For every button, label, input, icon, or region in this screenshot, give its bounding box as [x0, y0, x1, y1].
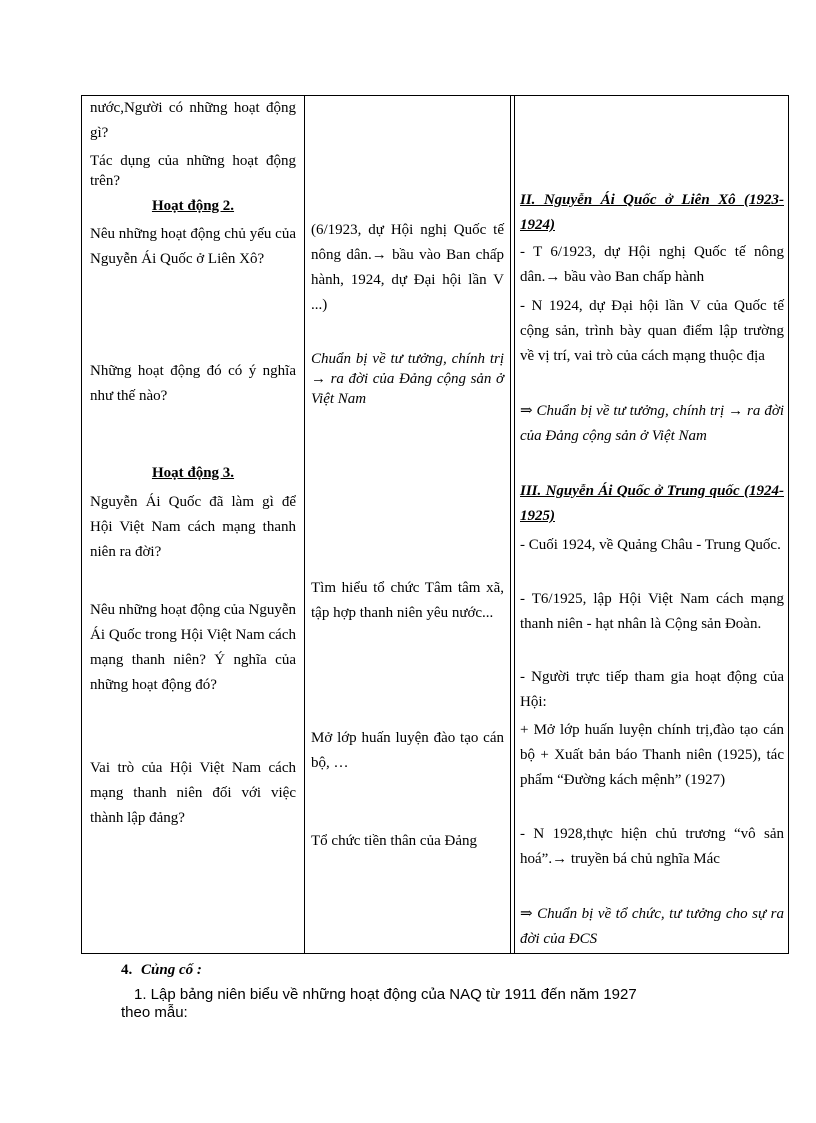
section-heading: II. Nguyễn Ái Quốc ở Liên Xô (1923-1924) — [520, 192, 784, 233]
question-text: Nêu những hoạt động của Nguyễn Ái Quốc trong Hội Việt Nam cách mạng thanh niên? Ý nghĩa của những hoạt động đó? — [90, 602, 297, 693]
activity-heading: Hoạt động 2. — [151, 198, 235, 214]
content-text: - T 6/1923, dự Hội nghị Quốc tế nông dân.→ bầu vào Ban chấp hành — [520, 244, 784, 285]
question-text: Nguyễn Ái Quốc đã làm gì để Hội Việt Nam cách mạng thanh niên ra đời? — [90, 494, 296, 560]
question-text: Tác dụng của những hoạt động trên? — [90, 153, 296, 189]
section-title: Củng cố : — [141, 962, 202, 978]
lesson-table — [81, 95, 789, 954]
content-text: - Cuối 1924, về Quảng Châu - Trung Quốc. — [520, 537, 781, 553]
answer-text: Tổ chức tiền thân của Đảng — [311, 833, 477, 849]
column-divider — [510, 96, 511, 953]
exercise-text: 1. Lập bảng niên biểu về những hoạt động của NAQ từ 1911 đến năm 1927 — [134, 986, 637, 1003]
exercise-text: theo mẫu: — [121, 1004, 188, 1021]
question-text: nước,Người có những hoạt động gì? — [90, 100, 296, 141]
answer-text: Tìm hiểu tổ chức Tâm tâm xã, tập hợp thanh niên yêu nước... — [311, 580, 504, 621]
question-text: Nêu những hoạt động chủ yếu của Nguyễn Ái Quốc ở Liên Xô? — [90, 226, 296, 267]
content-text: - T6/1925, lập Hội Việt Nam cách mạng thanh niên - hạt nhân là Cộng sản Đoàn. — [520, 591, 784, 632]
conclusion-text: ⇒ Chuẩn bị về tổ chức, tư tưởng cho sự ra đời của ĐCS — [520, 906, 784, 947]
conclusion-text: ⇒ Chuẩn bị về tư tưởng, chính trị → ra đời của Đảng cộng sản ở Việt Nam — [520, 403, 784, 444]
section-heading: III. Nguyễn Ái Quốc ở Trung quốc (1924-1925) — [520, 483, 784, 524]
question-text: Vai trò của Hội Việt Nam cách mạng thanh niên đối với việc thành lập đảng? — [90, 760, 296, 826]
content-text: - Người trực tiếp tham gia hoạt động của Hội: — [520, 669, 784, 710]
content-text: + Mở lớp huấn luyện chính trị,đào tạo cán bộ + Xuất bản báo Thanh niên (1925), tác phẩm “Đường kách mệnh” (1927) — [520, 722, 784, 788]
column-divider — [304, 96, 305, 953]
question-text: Những hoạt động đó có ý nghĩa như thế nào? — [90, 363, 296, 404]
answer-text: (6/1923, dự Hội nghị Quốc tế nông dân.→ bầu vào Ban chấp hành, 1924, dự Đại hội lần V ...) — [311, 222, 504, 313]
answer-text: Chuẩn bị về tư tưởng, chính trị → ra đời của Đảng cộng sản ở Việt Nam — [311, 351, 504, 407]
activity-heading: Hoạt động 3. — [151, 465, 235, 481]
content-text: - N 1928,thực hiện chủ trương “vô sản hoá”.→ truyền bá chủ nghĩa Mác — [520, 826, 784, 867]
content-text: - N 1924, dự Đại hội lần V của Quốc tế cộng sản, trình bày quan điểm lập trường về vị trí, vai trò của cách mạng thuộc địa — [520, 298, 784, 364]
column-divider — [514, 96, 515, 953]
section-number: 4. — [121, 962, 133, 978]
answer-text: Mở lớp huấn luyện đào tạo cán bộ, … — [311, 730, 504, 771]
